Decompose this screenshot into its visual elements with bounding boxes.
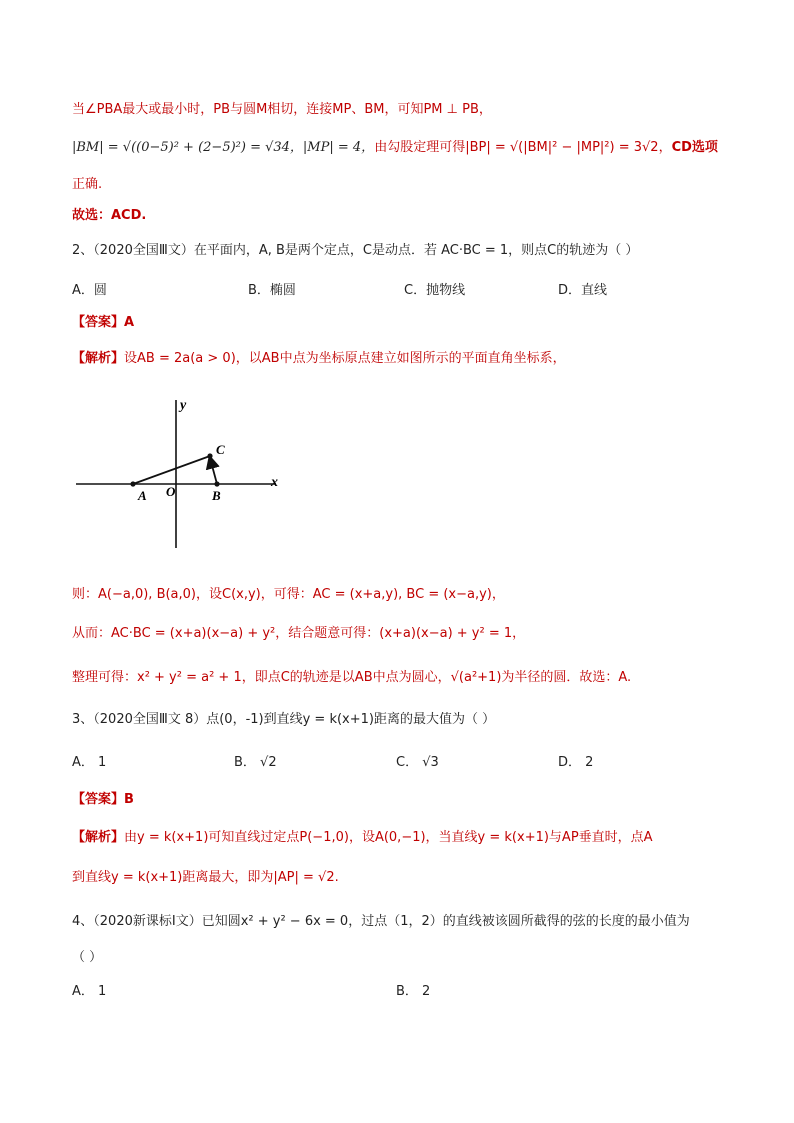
label-x: x bbox=[271, 475, 278, 490]
q2-answer-tag: 【答案】 bbox=[72, 315, 125, 330]
q2-analysis-text: 设AB = 2a(a > 0)，以AB中点为坐标原点建立如图所示的平面直角坐标系， bbox=[124, 351, 566, 366]
q2-step-1: 则：A(−a,0), B(a,0)，设C(x,y)，可得：AC = (x+a,y), BC = (x−a,y)， bbox=[72, 587, 505, 602]
q2-analysis bbox=[72, 350, 724, 368]
q3-option-d: D． 2 bbox=[558, 755, 594, 770]
q3-analysis-2: 到直线y = k(x+1)距离最大，即为|AP| = √2. bbox=[72, 870, 339, 885]
q4-option-a: A． 1 bbox=[72, 984, 107, 999]
q3-option-a: A． 1 bbox=[72, 755, 107, 770]
prev-line-2-math: |BM| = √((0−5)² + (2−5)²) = √34，|MP| = 4， bbox=[72, 140, 375, 155]
q4-stem: 4、（2020新课标Ⅰ文）已知圆x² + y² − 6x = 0，过点（1，2）的直线被该圆所截得的弦的长度的最小值为 bbox=[72, 914, 690, 929]
q3-option-c: C． √3 bbox=[396, 755, 439, 770]
prev-line-2-text: 由勾股定理可得|BP| = √(|BM|² − |MP|²) = 3√2， bbox=[374, 140, 672, 155]
coordinate-figure bbox=[70, 390, 300, 560]
q2-option-a: A．圆 bbox=[72, 283, 107, 298]
point-b bbox=[214, 481, 219, 486]
label-o: O bbox=[166, 484, 176, 499]
q2-option-c: C．抛物线 bbox=[404, 283, 466, 298]
q2-answer-value: A bbox=[124, 315, 135, 330]
prev-line-1: 当∠PBA最大或最小时，PB与圆M相切，连接MP、BM，可知PM ⊥ PB， bbox=[72, 102, 492, 117]
segment-ac bbox=[133, 456, 210, 484]
prev-final-answer: 故选：ACD. bbox=[72, 208, 147, 223]
q4-option-b: B． 2 bbox=[396, 984, 431, 999]
q4-stem-2: （ ） bbox=[72, 950, 103, 965]
q3-answer-value: B bbox=[124, 792, 134, 807]
label-a: A bbox=[138, 488, 147, 503]
q2-step-3: 整理可得：x² + y² = a² + 1，即点C的轨迹是以AB中点为圆心，√(a²+1)为半径的圆．故选：A. bbox=[72, 670, 632, 685]
point-a bbox=[130, 481, 135, 486]
q3-stem: 3、（2020全国Ⅲ文 8）点(0，-1)到直线y = k(x+1)距离的最大值为（ ） bbox=[72, 712, 496, 727]
point-c bbox=[207, 453, 212, 458]
label-b: B bbox=[212, 488, 221, 503]
q2-answer bbox=[72, 314, 724, 332]
q3-analysis-tag: 【解析】 bbox=[72, 830, 125, 845]
q2-option-b: B．椭圆 bbox=[248, 283, 296, 298]
label-c: C bbox=[216, 442, 225, 457]
prev-line-3: 正确. bbox=[72, 177, 103, 192]
q2-step-2: 从而：AC·BC = (x+a)(x−a) + y²，结合题意可得：(x+a)(x−a) + y² = 1， bbox=[72, 626, 526, 641]
q3-analysis bbox=[72, 829, 724, 847]
q2-stem: 2、（2020全国Ⅲ文）在平面内，A, B是两个定点，C是动点．若 AC·BC = 1，则点C的轨迹为（ ） bbox=[72, 243, 639, 258]
q3-answer bbox=[72, 791, 724, 809]
prev-line-2 bbox=[72, 139, 724, 157]
vector-bc bbox=[210, 458, 217, 484]
prev-line-2-end: CD选项 bbox=[671, 140, 718, 155]
q2-option-d: D．直线 bbox=[558, 283, 608, 298]
label-y: y bbox=[180, 398, 187, 413]
q3-analysis-text: 由y = k(x+1)可知直线过定点P(−1,0)，设A(0,−1)，当直线y = k(x+1)与AP垂直时，点A bbox=[124, 830, 653, 845]
q3-answer-tag: 【答案】 bbox=[72, 792, 125, 807]
q2-analysis-tag: 【解析】 bbox=[72, 351, 125, 366]
q3-option-b: B． √2 bbox=[234, 755, 277, 770]
